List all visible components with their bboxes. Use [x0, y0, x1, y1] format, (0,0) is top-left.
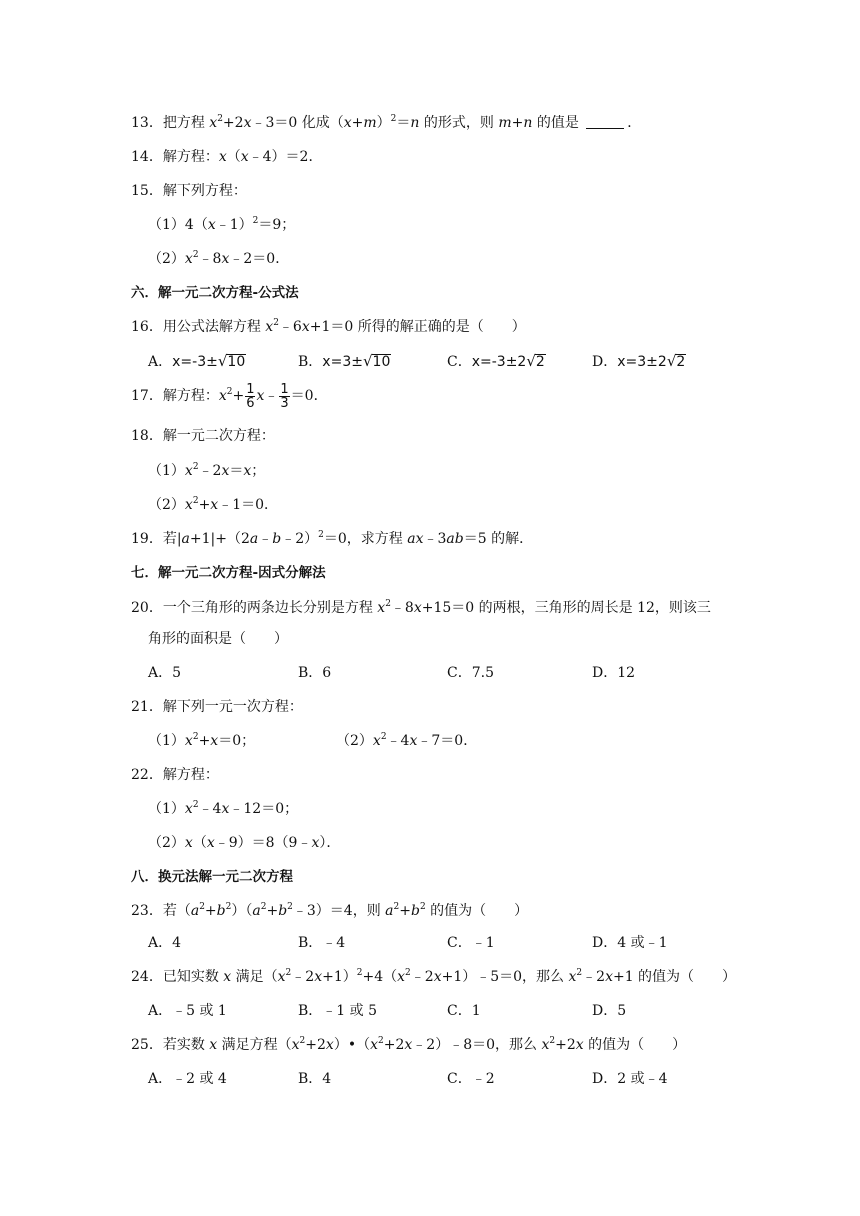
plus-minus: ±2 [646, 354, 667, 370]
option-b[interactable] [298, 1068, 331, 1090]
option-label: C． [447, 1071, 472, 1087]
text: ﹣1＝0． [218, 497, 279, 513]
text: （ [192, 835, 207, 851]
text: 解下列方程： [162, 183, 247, 199]
text: （2） [148, 497, 185, 513]
option-label: C． [447, 354, 472, 370]
sqrt-icon: √ [526, 352, 536, 370]
option-label: A． [148, 935, 173, 951]
question-15-part-2: $(2)x^2﹣8x﹣2=0$． [148, 250, 290, 267]
text: 已知实数 [162, 969, 224, 985]
text: ＝5 的解． [463, 531, 534, 547]
radicand: 10 [372, 354, 391, 370]
option-b[interactable] [298, 350, 391, 372]
text: ﹣2）﹣8＝0，那么 [412, 1037, 542, 1053]
option-label: C． [447, 665, 472, 681]
text: （ [226, 149, 241, 165]
question-number: 15． [131, 183, 163, 199]
text: 解方程： [162, 767, 219, 783]
option-a[interactable] [148, 350, 246, 372]
option-value: ﹣4 [322, 935, 346, 951]
option-c[interactable] [447, 662, 494, 684]
denominator: 3 [280, 395, 289, 411]
question-18-part-2: $(2)x^2+x﹣1=0$． [148, 496, 279, 513]
question-21-part-2: $(2)x^2﹣4x﹣7=0$． [336, 732, 478, 749]
text: +2 [383, 1037, 405, 1053]
option-value: 1 [471, 1003, 481, 1019]
radicand: 2 [676, 354, 686, 370]
question-number: 18． [131, 428, 163, 444]
question-number: 25． [131, 1037, 163, 1053]
question-number: 20． [131, 600, 163, 616]
text: 用公式法解方程 [162, 319, 266, 335]
option-label: B． [298, 354, 323, 370]
text: 满足（ [231, 969, 278, 985]
sqrt-icon: √ [362, 352, 373, 370]
text: ﹣2 [582, 969, 606, 985]
text: ＝9； [258, 217, 296, 233]
question-19: 19．若|a+1|+（2a﹣b﹣2）$^2$＝0，求方程 ax﹣3ab＝5 的解． [131, 530, 534, 547]
option-value: 4 [172, 935, 182, 951]
text: 若（ [162, 903, 191, 919]
text: （2） [148, 251, 185, 267]
question-14: 14．解方程：x（x﹣4）＝2． [131, 149, 323, 165]
text: ＝0． [290, 388, 328, 404]
question-number: 23． [131, 903, 163, 919]
question-15-part-1: （1）4（x﹣1）$^2$＝9； [148, 216, 296, 233]
option-value: 2 或﹣4 [617, 1071, 668, 1087]
option-c[interactable] [447, 932, 495, 954]
text: ﹣3 [423, 531, 447, 547]
option-value: 5 [172, 665, 182, 681]
option-expr: x=3 [322, 354, 352, 370]
question-16: 16．用公式法解方程 $x^2﹣6x+1=0$ 所得的解正确的是（ ） [131, 318, 526, 335]
option-label: C． [447, 1003, 472, 1019]
fraction [279, 383, 289, 410]
question-17: 17．解方程：$x^2+$ $\frac{1}{6}$ x﹣ $\frac{1}{3}$ ＝0． [131, 381, 328, 411]
question-22-part-1: $(1)x^2﹣4x﹣12=0$； [148, 800, 299, 817]
option-label: A． [148, 665, 173, 681]
text: （1） [148, 463, 185, 479]
question-24: 24．已知实数 x 满足$(x^2﹣2x+1)^2+4(x^2﹣2x+1)﹣5=0$，那么 $x^2﹣2x+1$ 的值为（ ） [131, 968, 737, 985]
text: （1） [148, 801, 185, 817]
text: ﹣6 [278, 319, 302, 335]
text: （1）4（ [148, 217, 208, 233]
option-label: C． [447, 935, 472, 951]
question-number: 21． [131, 699, 163, 715]
option-c[interactable] [447, 350, 546, 372]
question-23: 23．若$(a^2+b^2)(a^2+b^2﹣3)=4$，则 $a^2+b^2$ 的值为（ ） [131, 902, 529, 919]
text: ． [627, 115, 642, 131]
option-value: ﹣1 或 5 [322, 1003, 378, 1019]
option-value: ﹣5 或 1 [172, 1003, 227, 1019]
option-value: ﹣2 [471, 1071, 495, 1087]
option-a[interactable] [148, 1068, 227, 1090]
text: +1） [322, 969, 357, 985]
option-label: A． [148, 1071, 173, 1087]
text: （2） [336, 733, 373, 749]
option-expr: x=-3 [471, 354, 506, 370]
text: ＝ [229, 463, 244, 479]
text: 若实数 [162, 1037, 210, 1053]
sqrt-icon: √ [217, 352, 228, 370]
option-a[interactable] [148, 1000, 227, 1022]
text: ﹣4 [386, 733, 410, 749]
numerator: 1 [246, 381, 255, 397]
text: ； [251, 463, 266, 479]
text: 解方程： [162, 149, 219, 165]
text: +1|+（2 [189, 531, 250, 547]
text: ﹣7＝0． [417, 733, 478, 749]
text: +1）﹣5＝0，那么 [441, 969, 569, 985]
text: ＝0； [218, 733, 256, 749]
question-13: 13．把方程 $x^2+2x﹣3=0$ 化成$(x+m)^2=n$ 的形式，则 m+n 的值是 ． [131, 114, 642, 131]
option-value: ﹣1 [471, 935, 495, 951]
option-c[interactable] [447, 1068, 495, 1090]
text: ＝0，求方程 [323, 531, 408, 547]
option-d[interactable] [592, 350, 686, 372]
option-d[interactable] [592, 1068, 668, 1090]
question-number: 16． [131, 319, 163, 335]
option-value: ﹣2 或 4 [172, 1071, 227, 1087]
text: ﹣4 [198, 801, 222, 817]
question-21-part-1: $(1)x^2+x=0$； [148, 732, 256, 749]
text: ﹣9）＝8（9﹣ [214, 835, 312, 851]
text: ﹣ [258, 531, 273, 547]
text: ﹣2＝0． [229, 251, 290, 267]
option-label: D． [592, 1071, 618, 1087]
text: +2 [555, 1037, 576, 1053]
text: ﹣4）＝2． [248, 149, 323, 165]
text: ） [376, 115, 391, 131]
question-18 [131, 425, 275, 447]
text: （1） [148, 733, 185, 749]
text: ﹣3）＝4，则 [292, 903, 386, 919]
text: ﹣2 [410, 969, 434, 985]
text: 的形式，则 [419, 115, 499, 131]
answer-blank[interactable] [586, 114, 624, 129]
option-d[interactable] [592, 662, 635, 684]
option-b[interactable] [298, 1000, 377, 1022]
option-expr: x=-3 [172, 354, 207, 370]
question-22 [131, 764, 219, 786]
text: ）． [319, 835, 341, 851]
question-25: 25．若实数 x 满足方程$(x^2+2x)•(x^2+2x﹣2)﹣8=0$，那么 $x^2+2x$ 的值为（ ） [131, 1036, 687, 1053]
option-label: B． [298, 935, 323, 951]
text: 满足方程（ [217, 1037, 292, 1053]
sqrt-icon: √ [666, 352, 677, 370]
plus-minus: ±2 [505, 354, 527, 370]
option-value: 6 [322, 665, 332, 681]
text: ﹣12＝0； [229, 801, 299, 817]
option-d[interactable] [592, 932, 668, 954]
text: 解一元二次方程： [162, 428, 275, 444]
option-value: 4 或﹣1 [617, 935, 668, 951]
option-expr: x=3 [617, 354, 647, 370]
text: 的值是 [532, 115, 579, 131]
section-heading-6: 六．解一元二次方程-公式法 [131, 285, 299, 301]
section-heading-7: 七．解一元二次方程-因式分解法 [131, 565, 326, 581]
text: ﹣2） [281, 531, 319, 547]
option-label: D． [592, 935, 618, 951]
question-number: 22． [131, 767, 163, 783]
question-18-part-1: $(1)x^2﹣2x=x$； [148, 462, 266, 479]
option-a[interactable] [148, 932, 181, 954]
text: ﹣2 [291, 969, 315, 985]
question-number: 14． [131, 149, 163, 165]
option-value: 7.5 [471, 665, 494, 681]
radicand: 10 [227, 354, 246, 370]
text: +2 [305, 1037, 326, 1053]
question-20-continued: 角形的面积是（ ） [148, 631, 288, 647]
text: 解下列一元一次方程： [162, 699, 303, 715]
text: ﹣8 [390, 600, 414, 616]
question-number: 19． [131, 531, 163, 547]
section-heading-8: 八．换元法解一元二次方程 [131, 869, 293, 885]
text: + [198, 733, 211, 749]
option-label: A． [148, 354, 173, 370]
text: 的值为（ ） [583, 1037, 687, 1053]
question-number: 24． [131, 969, 163, 985]
question-number: 17． [131, 388, 163, 404]
plus-minus: ± [351, 354, 363, 370]
option-label: B． [298, 1003, 323, 1019]
option-a[interactable] [148, 662, 181, 684]
text: +15＝0 的两根，三角形的周长是 12，则该三 [421, 600, 711, 616]
option-c[interactable] [447, 1000, 481, 1022]
numerator: 1 [280, 381, 289, 397]
option-label: D． [592, 1003, 618, 1019]
fraction [245, 383, 255, 410]
text: 一个三角形的两条边长分别是方程 [162, 600, 378, 616]
text: 把方程 [162, 115, 210, 131]
option-value: 4 [322, 1071, 332, 1087]
text: 若| [162, 531, 182, 547]
option-value: 5 [617, 1003, 627, 1019]
option-label: D． [592, 665, 618, 681]
text: 解方程： [162, 388, 219, 404]
question-21 [131, 696, 303, 718]
text: （2） [148, 835, 185, 851]
text: ﹣1） [215, 217, 253, 233]
option-label: B． [298, 1071, 323, 1087]
text: 化成（ [301, 115, 344, 131]
text: +4（ [362, 969, 398, 985]
text: +1＝0 所得的解正确的是（ ） [309, 319, 526, 335]
option-d[interactable] [592, 1000, 626, 1022]
question-22-part-2: （2）x（x﹣9）＝8（9﹣x）． [148, 835, 341, 851]
plus-minus: ± [206, 354, 218, 370]
denominator: 6 [246, 395, 255, 411]
question-20: 20．一个三角形的两条边长分别是方程 $x^2﹣8x+15=0$ 的两根，三角形的周长是 12，则该三 [131, 599, 711, 616]
radicand: 2 [535, 354, 545, 370]
option-label: B． [298, 665, 323, 681]
text: ）（ [231, 903, 253, 919]
text: ﹣8 [198, 251, 222, 267]
text: ＝ [396, 115, 411, 131]
text: 的值为（ ） [425, 903, 529, 919]
option-label: A． [148, 1003, 173, 1019]
option-b[interactable] [298, 662, 331, 684]
text: +1 的值为（ ） [612, 969, 737, 985]
option-value: 12 [617, 665, 636, 681]
text: ）•（ [333, 1037, 371, 1053]
option-b[interactable] [298, 932, 345, 954]
option-label: D． [592, 354, 618, 370]
question-number: 13． [131, 115, 163, 131]
question-15 [131, 180, 247, 202]
text: ﹣2 [198, 463, 222, 479]
